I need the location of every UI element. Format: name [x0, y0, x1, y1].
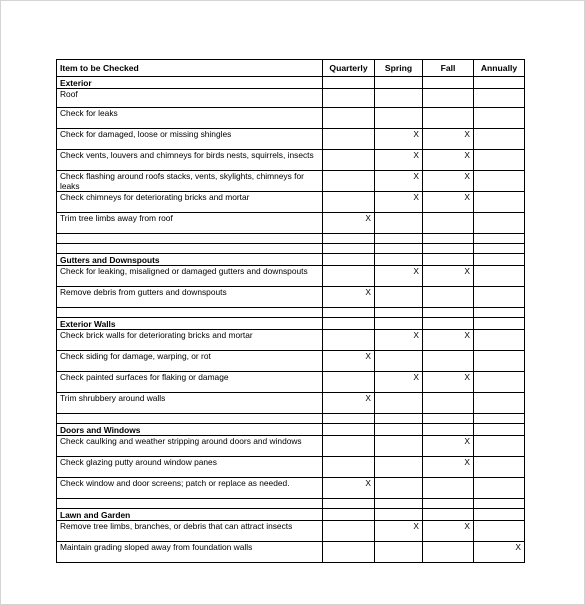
section-header-row: [57, 509, 525, 521]
annually-mark-cell: [474, 192, 525, 213]
annually-mark-cell: [474, 521, 525, 542]
section-title: Exterior: [57, 77, 323, 89]
quarterly-mark-cell: [323, 521, 375, 542]
item-label: [57, 308, 323, 318]
table-row: [57, 393, 525, 414]
item-label: Check brick walls for deteriorating bricks and mortar: [57, 330, 323, 351]
table-row: [57, 171, 525, 192]
table-row: [57, 89, 525, 108]
quarterly-mark-cell: [323, 129, 375, 150]
spacer-row: [57, 414, 525, 424]
quarterly-mark-cell: [323, 318, 375, 330]
item-label: Roof: [57, 89, 323, 108]
fall-mark-cell: X: [423, 266, 474, 287]
spring-mark-cell: [375, 351, 423, 372]
item-label: Check flashing around roofs stacks, vents, skylights, chimneys for leaks: [57, 171, 323, 192]
column-header-item: Item to be Checked: [57, 60, 323, 77]
item-label: Check siding for damage, warping, or rot: [57, 351, 323, 372]
spring-mark-cell: [375, 287, 423, 308]
annually-mark-cell: [474, 108, 525, 129]
quarterly-mark-cell: [323, 457, 375, 478]
column-header-quarterly: Quarterly: [323, 60, 375, 77]
annually-mark-cell: [474, 234, 525, 244]
quarterly-mark-cell: X: [323, 213, 375, 234]
spring-mark-cell: [375, 414, 423, 424]
quarterly-mark-cell: X: [323, 287, 375, 308]
section-header-row: [57, 424, 525, 436]
annually-mark-cell: [474, 213, 525, 234]
item-label: Trim shrubbery around walls: [57, 393, 323, 414]
table-row: [57, 542, 525, 563]
table-row: [57, 330, 525, 351]
column-header-spring: Spring: [375, 60, 423, 77]
table-row: [57, 436, 525, 457]
table-row: [57, 213, 525, 234]
fall-mark-cell: X: [423, 171, 474, 192]
annually-mark-cell: X: [474, 542, 525, 563]
section-header-row: [57, 254, 525, 266]
item-label: Check for leaks: [57, 108, 323, 129]
annually-mark-cell: [474, 266, 525, 287]
fall-mark-cell: [423, 478, 474, 499]
spring-mark-cell: [375, 542, 423, 563]
annually-mark-cell: [474, 318, 525, 330]
fall-mark-cell: [423, 234, 474, 244]
annually-mark-cell: [474, 424, 525, 436]
item-label: Remove tree limbs, branches, or debris that can attract insects: [57, 521, 323, 542]
fall-mark-cell: [423, 414, 474, 424]
table-row: [57, 521, 525, 542]
quarterly-mark-cell: [323, 266, 375, 287]
spring-mark-cell: [375, 254, 423, 266]
spring-mark-cell: [375, 244, 423, 254]
annually-mark-cell: [474, 499, 525, 509]
spring-mark-cell: X: [375, 521, 423, 542]
fall-mark-cell: [423, 424, 474, 436]
spacer-row: [57, 308, 525, 318]
table-row: [57, 478, 525, 499]
item-label: Check chimneys for deteriorating bricks and mortar: [57, 192, 323, 213]
fall-mark-cell: [423, 509, 474, 521]
quarterly-mark-cell: X: [323, 393, 375, 414]
item-label: Check vents, louvers and chimneys for birds nests, squirrels, insects: [57, 150, 323, 171]
spring-mark-cell: [375, 457, 423, 478]
item-label: Check caulking and weather stripping around doors and windows: [57, 436, 323, 457]
spring-mark-cell: X: [375, 171, 423, 192]
column-header-annually: Annually: [474, 60, 525, 77]
fall-mark-cell: X: [423, 521, 474, 542]
table-row: [57, 287, 525, 308]
checklist-body: [57, 77, 525, 563]
spring-mark-cell: [375, 436, 423, 457]
fall-mark-cell: [423, 499, 474, 509]
fall-mark-cell: X: [423, 436, 474, 457]
spring-mark-cell: X: [375, 150, 423, 171]
fall-mark-cell: X: [423, 372, 474, 393]
spring-mark-cell: [375, 77, 423, 89]
fall-mark-cell: [423, 308, 474, 318]
quarterly-mark-cell: [323, 77, 375, 89]
quarterly-mark-cell: [323, 372, 375, 393]
spring-mark-cell: [375, 499, 423, 509]
spring-mark-cell: X: [375, 192, 423, 213]
item-label: [57, 244, 323, 254]
spring-mark-cell: [375, 424, 423, 436]
quarterly-mark-cell: [323, 308, 375, 318]
quarterly-mark-cell: [323, 330, 375, 351]
table-row: [57, 457, 525, 478]
spacer-row: [57, 234, 525, 244]
section-title: Exterior Walls: [57, 318, 323, 330]
annually-mark-cell: [474, 393, 525, 414]
quarterly-mark-cell: [323, 509, 375, 521]
item-label: Remove debris from gutters and downspouts: [57, 287, 323, 308]
spring-mark-cell: X: [375, 266, 423, 287]
spring-mark-cell: [375, 234, 423, 244]
section-title: Gutters and Downspouts: [57, 254, 323, 266]
spacer-row: [57, 244, 525, 254]
spring-mark-cell: X: [375, 372, 423, 393]
quarterly-mark-cell: [323, 542, 375, 563]
annually-mark-cell: [474, 478, 525, 499]
fall-mark-cell: X: [423, 457, 474, 478]
section-title: Doors and Windows: [57, 424, 323, 436]
quarterly-mark-cell: [323, 244, 375, 254]
item-label: [57, 414, 323, 424]
quarterly-mark-cell: [323, 89, 375, 108]
fall-mark-cell: [423, 318, 474, 330]
annually-mark-cell: [474, 308, 525, 318]
quarterly-mark-cell: [323, 436, 375, 457]
annually-mark-cell: [474, 254, 525, 266]
item-label: Check for leaking, misaligned or damaged gutters and downspouts: [57, 266, 323, 287]
item-label: Check for damaged, loose or missing shingles: [57, 129, 323, 150]
annually-mark-cell: [474, 89, 525, 108]
quarterly-mark-cell: [323, 254, 375, 266]
fall-mark-cell: [423, 108, 474, 129]
fall-mark-cell: [423, 77, 474, 89]
spring-mark-cell: [375, 108, 423, 129]
item-label: [57, 234, 323, 244]
section-header-row: [57, 318, 525, 330]
item-label: Maintain grading sloped away from foundation walls: [57, 542, 323, 563]
item-label: Check glazing putty around window panes: [57, 457, 323, 478]
annually-mark-cell: [474, 351, 525, 372]
fall-mark-cell: [423, 351, 474, 372]
annually-mark-cell: [474, 129, 525, 150]
quarterly-mark-cell: [323, 108, 375, 129]
table-row: [57, 108, 525, 129]
column-header-fall: Fall: [423, 60, 474, 77]
quarterly-mark-cell: [323, 499, 375, 509]
annually-mark-cell: [474, 330, 525, 351]
spring-mark-cell: [375, 308, 423, 318]
maintenance-checklist-table: [56, 59, 525, 563]
spring-mark-cell: [375, 393, 423, 414]
fall-mark-cell: [423, 287, 474, 308]
item-label: [57, 499, 323, 509]
annually-mark-cell: [474, 244, 525, 254]
spring-mark-cell: X: [375, 330, 423, 351]
spacer-row: [57, 499, 525, 509]
quarterly-mark-cell: [323, 192, 375, 213]
quarterly-mark-cell: [323, 424, 375, 436]
item-label: Check window and door screens; patch or replace as needed.: [57, 478, 323, 499]
quarterly-mark-cell: [323, 150, 375, 171]
item-label: Trim tree limbs away from roof: [57, 213, 323, 234]
fall-mark-cell: [423, 393, 474, 414]
quarterly-mark-cell: X: [323, 478, 375, 499]
annually-mark-cell: [474, 509, 525, 521]
annually-mark-cell: [474, 77, 525, 89]
annually-mark-cell: [474, 287, 525, 308]
table-row: [57, 150, 525, 171]
fall-mark-cell: X: [423, 330, 474, 351]
fall-mark-cell: [423, 244, 474, 254]
spring-mark-cell: X: [375, 129, 423, 150]
header-row: [57, 60, 525, 77]
annually-mark-cell: [474, 171, 525, 192]
spring-mark-cell: [375, 478, 423, 499]
table-row: [57, 129, 525, 150]
fall-mark-cell: X: [423, 129, 474, 150]
fall-mark-cell: [423, 254, 474, 266]
fall-mark-cell: [423, 89, 474, 108]
quarterly-mark-cell: [323, 234, 375, 244]
annually-mark-cell: [474, 457, 525, 478]
annually-mark-cell: [474, 372, 525, 393]
annually-mark-cell: [474, 436, 525, 457]
table-row: [57, 351, 525, 372]
quarterly-mark-cell: X: [323, 351, 375, 372]
item-label: Check painted surfaces for flaking or damage: [57, 372, 323, 393]
quarterly-mark-cell: [323, 171, 375, 192]
fall-mark-cell: X: [423, 150, 474, 171]
spring-mark-cell: [375, 213, 423, 234]
spring-mark-cell: [375, 318, 423, 330]
table-row: [57, 372, 525, 393]
fall-mark-cell: [423, 213, 474, 234]
spring-mark-cell: [375, 509, 423, 521]
annually-mark-cell: [474, 414, 525, 424]
fall-mark-cell: X: [423, 192, 474, 213]
section-title: Lawn and Garden: [57, 509, 323, 521]
table-row: [57, 266, 525, 287]
fall-mark-cell: [423, 542, 474, 563]
spring-mark-cell: [375, 89, 423, 108]
table-row: [57, 192, 525, 213]
section-header-row: [57, 77, 525, 89]
annually-mark-cell: [474, 150, 525, 171]
quarterly-mark-cell: [323, 414, 375, 424]
